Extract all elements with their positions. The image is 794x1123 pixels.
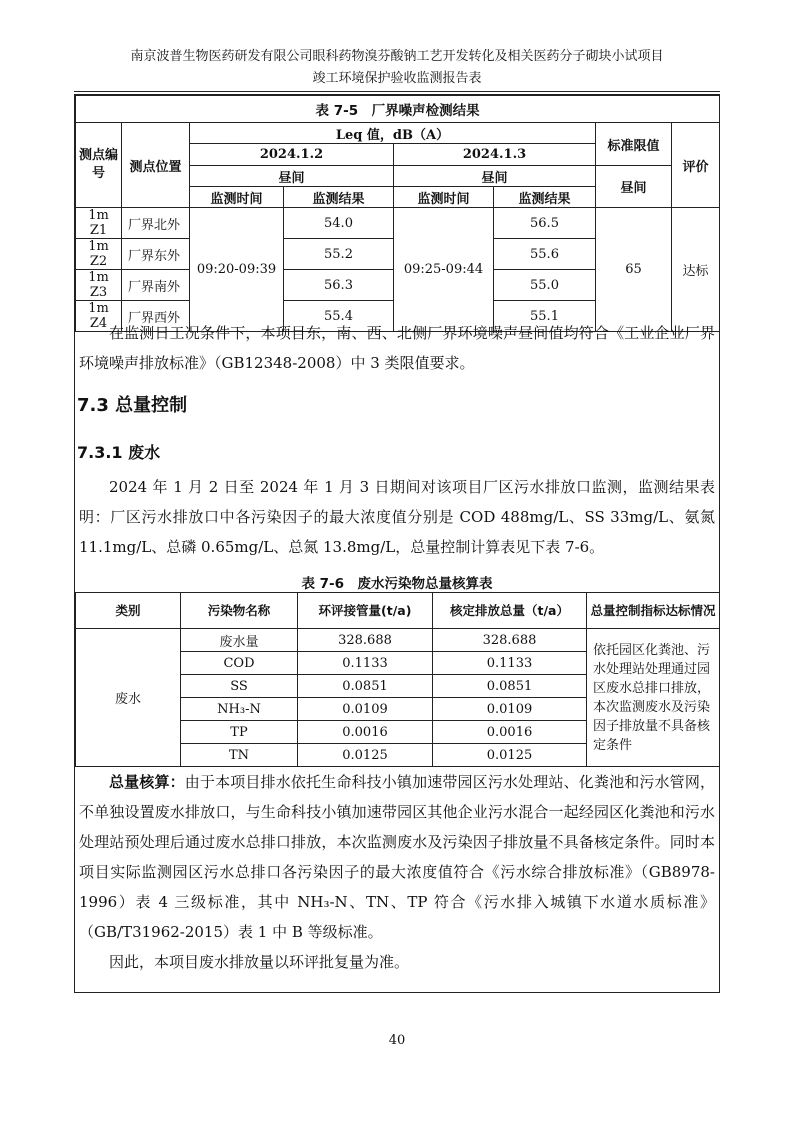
point-id: 1m Z3 (76, 270, 122, 301)
wastewater-total-table (75, 592, 720, 767)
pollutant-name: NH₃-N (181, 698, 298, 721)
verified-value: 0.0851 (433, 675, 587, 698)
col-limit: 标准限值 (596, 123, 672, 166)
eia-value: 328.688 (298, 629, 433, 652)
point-id: 1m Z4 (76, 301, 122, 332)
section-7-3-1-heading: 7.3.1 废水 (77, 443, 161, 462)
col-verified-total: 核定排放总量（t/a） (433, 593, 587, 629)
col-pollutant-name: 污染物名称 (181, 593, 298, 629)
result-1: 54.0 (284, 208, 394, 239)
eia-value: 0.0109 (298, 698, 433, 721)
col-status: 总量控制指标达标情况 (587, 593, 720, 629)
category-wastewater: 废水 (76, 629, 181, 767)
col-result-2: 监测结果 (494, 187, 596, 208)
result-1: 56.3 (284, 270, 394, 301)
verified-value: 0.0125 (433, 744, 587, 767)
result-1: 55.2 (284, 239, 394, 270)
point-loc: 厂界西外 (122, 301, 190, 332)
pollutant-name: SS (181, 675, 298, 698)
eia-value: 0.0851 (298, 675, 433, 698)
result-2: 56.5 (494, 208, 596, 239)
evaluation-value: 达标 (672, 208, 720, 332)
page-number: 40 (388, 1033, 406, 1048)
result-2: 55.1 (494, 301, 596, 332)
point-loc: 厂界东外 (122, 239, 190, 270)
page-header (60, 46, 734, 90)
summary-label: 总量核算： (109, 773, 185, 791)
col-leq: Leq 值，dB（A） (190, 123, 596, 144)
col-time-2: 监测时间 (394, 187, 494, 208)
point-id: 1m Z1 (76, 208, 122, 239)
section-7-3-heading: 7.3 总量控制 (77, 395, 188, 416)
limit-value: 65 (596, 208, 672, 332)
result-1: 55.4 (284, 301, 394, 332)
daytime-limit: 昼间 (596, 166, 672, 208)
table-7-6-title: 表 7-6 废水污染物总量核算表 (301, 576, 493, 592)
point-loc: 厂界南外 (122, 270, 190, 301)
col-eia-amount: 环评接管量(t/a) (298, 593, 433, 629)
verified-value: 0.0016 (433, 721, 587, 744)
pollutant-name: TN (181, 744, 298, 767)
noise-results-table (75, 95, 720, 332)
pollutant-name: COD (181, 652, 298, 675)
status-note: 依托园区化粪池、污水处理站处理通过园区废水总排口排放，本次监测废水及污染因子排放量不具备核定条件 (587, 629, 720, 767)
header-line-2: 竣工环境保护验收监测报告表 (312, 71, 482, 86)
verified-value: 0.1133 (433, 652, 587, 675)
table-row (76, 208, 720, 239)
table-7-5-title: 表 7-5 厂界噪声检测结果 (76, 96, 720, 123)
col-time-1: 监测时间 (190, 187, 284, 208)
daytime-1: 昼间 (190, 166, 394, 187)
col-result-1: 监测结果 (284, 187, 394, 208)
monitor-time-2: 09:25-09:44 (394, 208, 494, 332)
col-point-no: 测点编号 (76, 123, 122, 208)
conclusion-paragraph: 因此，本项目废水排放量以环评批复量为准。 (109, 953, 410, 971)
wastewater-paragraph: 2024 年 1 月 2 日至 2024 年 1 月 3 日期间对该项目厂区污水排放口监测，监测结果表明：厂区污水排放口中各污染因子的最大浓度值分别是 COD 488mg/L、SS 33mg/L、氨氮 11.1mg/L、总磷 0.65mg/L、总氮 13.8mg/L，总量控制计算表见下表 7-6。 (79, 478, 715, 556)
date-2: 2024.1.3 (394, 144, 596, 166)
monitor-time-1: 09:20-09:39 (190, 208, 284, 332)
eia-value: 0.0016 (298, 721, 433, 744)
table-row (76, 629, 720, 652)
content-frame (74, 94, 720, 993)
date-1: 2024.1.2 (190, 144, 394, 166)
summary-text: 由于本项目排水依托生命科技小镇加速带园区污水处理站、化粪池和污水管网，不单独设置废水排放口，与生命科技小镇加速带园区其他企业污水混合一起经园区化粪池和污水处理站预处理后通过废水总排口排放，本次监测废水及污染因子排放量不具备核定条件。同时本项目实际监测园区污水总排口各污染因子的最大浓度值符合《污水综合排放标准》（GB8978-1996）表 4 三级标准，其中 NH₃-N、TN、TP 符合《污水排入城镇下水道水质标准》（GB/T31962-2015）表 1 中 B 等级标准。 (79, 773, 715, 941)
point-loc: 厂界北外 (122, 208, 190, 239)
noise-paragraph: 在监测日工况条件下，本项目东，南、西、北侧厂界环境噪声昼间值均符合《工业企业厂界环境噪声排放标准》（GB12348-2008）中 3 类限值要求。 (79, 324, 715, 372)
point-id: 1m Z2 (76, 239, 122, 270)
result-2: 55.6 (494, 239, 596, 270)
pollutant-name: TP (181, 721, 298, 744)
col-evaluation: 评价 (672, 123, 720, 208)
verified-value: 0.0109 (433, 698, 587, 721)
daytime-2: 昼间 (394, 166, 596, 187)
pollutant-name: 废水量 (181, 629, 298, 652)
verified-value: 328.688 (433, 629, 587, 652)
header-line-1: 南京波普生物医药研发有限公司眼科药物溴芬酸钠工艺开发转化及相关医药分子砌块小试项目 (130, 49, 664, 64)
col-category: 类别 (76, 593, 181, 629)
header-rule (74, 91, 720, 92)
col-point-location: 测点位置 (122, 123, 190, 208)
summary-paragraph (75, 767, 719, 947)
result-2: 55.0 (494, 270, 596, 301)
summary-section (75, 767, 719, 977)
eia-value: 0.0125 (298, 744, 433, 767)
eia-value: 0.1133 (298, 652, 433, 675)
